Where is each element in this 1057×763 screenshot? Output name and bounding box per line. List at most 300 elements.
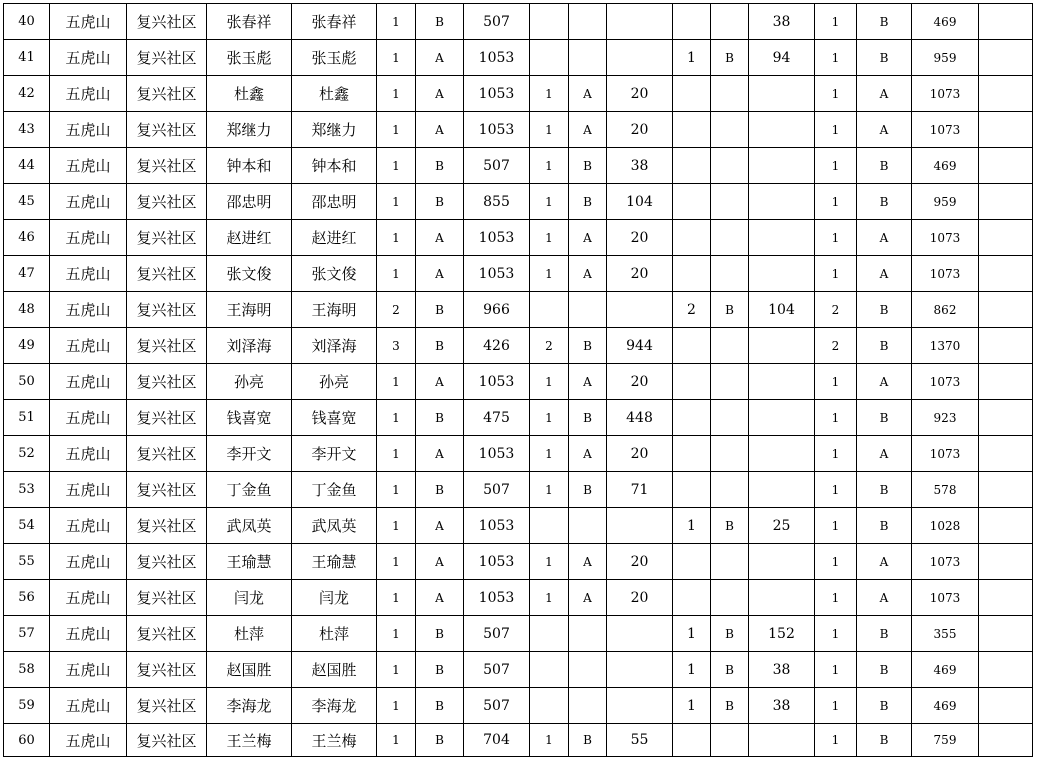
cell-count-4: 2 — [815, 328, 857, 364]
cell-name-2: 杜鑫 — [292, 76, 377, 112]
cell-grade-1: B — [416, 292, 464, 328]
cell-row-number: 51 — [4, 400, 50, 436]
cell-name: 赵进红 — [207, 220, 292, 256]
cell-count-4: 1 — [815, 652, 857, 688]
cell-grade-3: B — [711, 616, 749, 652]
cell-grade-2: B — [569, 400, 607, 436]
cell-amount-1: 507 — [464, 652, 530, 688]
cell-remark — [979, 724, 1033, 757]
cell-amount-4: 959 — [912, 40, 979, 76]
cell-row-number: 50 — [4, 364, 50, 400]
cell-amount-4: 1370 — [912, 328, 979, 364]
table-row — [4, 184, 1033, 220]
cell-name: 邵忠明 — [207, 184, 292, 220]
cell-name: 钱喜宽 — [207, 400, 292, 436]
cell-grade-1: B — [416, 724, 464, 757]
cell-count-1: 1 — [377, 400, 416, 436]
cell-count-4: 1 — [815, 76, 857, 112]
cell-row-number: 42 — [4, 76, 50, 112]
cell-grade-3 — [711, 328, 749, 364]
cell-amount-4: 469 — [912, 688, 979, 724]
cell-amount-4: 862 — [912, 292, 979, 328]
table-row — [4, 112, 1033, 148]
cell-remark — [979, 184, 1033, 220]
cell-count-2: 1 — [530, 400, 569, 436]
cell-community: 复兴社区 — [127, 4, 207, 40]
cell-count-4: 1 — [815, 688, 857, 724]
cell-grade-4: A — [857, 76, 912, 112]
cell-town: 五虎山 — [50, 688, 127, 724]
cell-grade-4: A — [857, 580, 912, 616]
cell-count-2: 2 — [530, 328, 569, 364]
cell-grade-3: B — [711, 688, 749, 724]
cell-name: 王海明 — [207, 292, 292, 328]
cell-amount-1: 507 — [464, 688, 530, 724]
cell-amount-2: 71 — [607, 472, 673, 508]
cell-count-2: 1 — [530, 76, 569, 112]
cell-amount-3 — [749, 472, 815, 508]
cell-count-2: 1 — [530, 220, 569, 256]
cell-grade-2 — [569, 652, 607, 688]
cell-grade-4: B — [857, 724, 912, 757]
cell-grade-4: A — [857, 364, 912, 400]
cell-count-1: 1 — [377, 472, 416, 508]
cell-amount-1: 1053 — [464, 364, 530, 400]
cell-community: 复兴社区 — [127, 40, 207, 76]
cell-count-4: 1 — [815, 148, 857, 184]
cell-amount-2: 20 — [607, 364, 673, 400]
cell-grade-2: A — [569, 436, 607, 472]
cell-count-4: 1 — [815, 616, 857, 652]
cell-count-4: 1 — [815, 544, 857, 580]
cell-grade-1: B — [416, 652, 464, 688]
cell-count-4: 1 — [815, 112, 857, 148]
cell-name-2: 李开文 — [292, 436, 377, 472]
cell-remark — [979, 148, 1033, 184]
cell-amount-2: 20 — [607, 76, 673, 112]
cell-name: 赵国胜 — [207, 652, 292, 688]
cell-count-2: 1 — [530, 544, 569, 580]
cell-town: 五虎山 — [50, 724, 127, 757]
cell-amount-2 — [607, 688, 673, 724]
cell-grade-3 — [711, 76, 749, 112]
cell-count-1: 1 — [377, 76, 416, 112]
table-row — [4, 688, 1033, 724]
table-row — [4, 148, 1033, 184]
cell-name: 武凤英 — [207, 508, 292, 544]
cell-amount-3 — [749, 148, 815, 184]
cell-amount-3 — [749, 436, 815, 472]
cell-remark — [979, 256, 1033, 292]
cell-count-3 — [673, 256, 711, 292]
cell-amount-1: 507 — [464, 616, 530, 652]
cell-name-2: 闫龙 — [292, 580, 377, 616]
cell-amount-3: 38 — [749, 652, 815, 688]
cell-row-number: 60 — [4, 724, 50, 757]
cell-grade-2 — [569, 292, 607, 328]
table-row — [4, 220, 1033, 256]
cell-name-2: 钱喜宽 — [292, 400, 377, 436]
cell-community: 复兴社区 — [127, 400, 207, 436]
cell-amount-1: 426 — [464, 328, 530, 364]
cell-town: 五虎山 — [50, 76, 127, 112]
cell-count-2 — [530, 688, 569, 724]
cell-count-3: 1 — [673, 652, 711, 688]
cell-grade-2: A — [569, 256, 607, 292]
cell-community: 复兴社区 — [127, 220, 207, 256]
cell-count-4: 1 — [815, 400, 857, 436]
cell-amount-2: 20 — [607, 580, 673, 616]
cell-name-2: 孙亮 — [292, 364, 377, 400]
cell-count-2 — [530, 4, 569, 40]
cell-name: 刘泽海 — [207, 328, 292, 364]
cell-grade-1: B — [416, 472, 464, 508]
cell-amount-1: 507 — [464, 4, 530, 40]
cell-count-1: 1 — [377, 436, 416, 472]
cell-name: 郑继力 — [207, 112, 292, 148]
cell-grade-3 — [711, 220, 749, 256]
cell-grade-4: B — [857, 148, 912, 184]
cell-amount-4: 1073 — [912, 112, 979, 148]
cell-row-number: 54 — [4, 508, 50, 544]
cell-count-1: 1 — [377, 4, 416, 40]
cell-grade-3 — [711, 724, 749, 757]
cell-grade-2: B — [569, 148, 607, 184]
cell-remark — [979, 4, 1033, 40]
cell-amount-2 — [607, 4, 673, 40]
cell-count-4: 1 — [815, 4, 857, 40]
table-row — [4, 76, 1033, 112]
cell-community: 复兴社区 — [127, 616, 207, 652]
cell-amount-1: 1053 — [464, 544, 530, 580]
cell-amount-1: 507 — [464, 148, 530, 184]
cell-count-1: 1 — [377, 688, 416, 724]
cell-grade-4: A — [857, 436, 912, 472]
cell-count-2: 1 — [530, 436, 569, 472]
cell-amount-1: 507 — [464, 472, 530, 508]
cell-amount-3 — [749, 580, 815, 616]
cell-remark — [979, 688, 1033, 724]
cell-remark — [979, 544, 1033, 580]
cell-row-number: 45 — [4, 184, 50, 220]
cell-count-2: 1 — [530, 580, 569, 616]
cell-remark — [979, 364, 1033, 400]
table-row — [4, 580, 1033, 616]
cell-amount-4: 1073 — [912, 256, 979, 292]
cell-amount-2: 20 — [607, 436, 673, 472]
table-row — [4, 508, 1033, 544]
cell-name: 李海龙 — [207, 688, 292, 724]
cell-count-3: 2 — [673, 292, 711, 328]
cell-grade-3 — [711, 112, 749, 148]
cell-community: 复兴社区 — [127, 652, 207, 688]
cell-grade-1: B — [416, 616, 464, 652]
cell-grade-3 — [711, 148, 749, 184]
cell-count-3: 1 — [673, 616, 711, 652]
cell-count-3 — [673, 148, 711, 184]
cell-row-number: 55 — [4, 544, 50, 580]
cell-grade-1: A — [416, 508, 464, 544]
table-row — [4, 4, 1033, 40]
cell-count-1: 1 — [377, 652, 416, 688]
cell-remark — [979, 328, 1033, 364]
cell-count-2 — [530, 616, 569, 652]
cell-town: 五虎山 — [50, 544, 127, 580]
cell-town: 五虎山 — [50, 616, 127, 652]
cell-community: 复兴社区 — [127, 328, 207, 364]
cell-amount-1: 1053 — [464, 256, 530, 292]
cell-name-2: 武凤英 — [292, 508, 377, 544]
cell-grade-3: B — [711, 40, 749, 76]
cell-amount-2: 38 — [607, 148, 673, 184]
cell-grade-1: A — [416, 544, 464, 580]
cell-community: 复兴社区 — [127, 544, 207, 580]
cell-count-2: 1 — [530, 184, 569, 220]
cell-count-4: 1 — [815, 220, 857, 256]
cell-grade-3: B — [711, 652, 749, 688]
cell-name-2: 邵忠明 — [292, 184, 377, 220]
cell-community: 复兴社区 — [127, 292, 207, 328]
cell-count-1: 1 — [377, 112, 416, 148]
cell-row-number: 43 — [4, 112, 50, 148]
cell-grade-3 — [711, 436, 749, 472]
cell-name: 张文俊 — [207, 256, 292, 292]
cell-grade-3 — [711, 364, 749, 400]
cell-community: 复兴社区 — [127, 184, 207, 220]
cell-amount-3: 25 — [749, 508, 815, 544]
cell-grade-1: A — [416, 436, 464, 472]
cell-count-3 — [673, 472, 711, 508]
cell-community: 复兴社区 — [127, 436, 207, 472]
cell-amount-4: 469 — [912, 4, 979, 40]
cell-amount-3 — [749, 364, 815, 400]
cell-grade-1: B — [416, 4, 464, 40]
cell-name: 张玉彪 — [207, 40, 292, 76]
cell-count-3 — [673, 184, 711, 220]
cell-amount-3 — [749, 544, 815, 580]
cell-count-3: 1 — [673, 508, 711, 544]
cell-row-number: 59 — [4, 688, 50, 724]
cell-row-number: 48 — [4, 292, 50, 328]
cell-grade-1: A — [416, 40, 464, 76]
cell-grade-3 — [711, 400, 749, 436]
cell-town: 五虎山 — [50, 508, 127, 544]
cell-count-1: 1 — [377, 364, 416, 400]
cell-count-4: 2 — [815, 292, 857, 328]
cell-amount-4: 1073 — [912, 544, 979, 580]
cell-count-3 — [673, 328, 711, 364]
cell-grade-4: B — [857, 652, 912, 688]
cell-grade-4: B — [857, 472, 912, 508]
cell-name-2: 张玉彪 — [292, 40, 377, 76]
cell-count-2: 1 — [530, 472, 569, 508]
table-row — [4, 40, 1033, 76]
data-table — [3, 3, 1033, 757]
cell-amount-2 — [607, 616, 673, 652]
cell-community: 复兴社区 — [127, 508, 207, 544]
cell-grade-4: B — [857, 292, 912, 328]
cell-town: 五虎山 — [50, 436, 127, 472]
cell-count-2 — [530, 508, 569, 544]
table-row — [4, 400, 1033, 436]
cell-name-2: 赵国胜 — [292, 652, 377, 688]
cell-count-3 — [673, 4, 711, 40]
cell-grade-4: B — [857, 184, 912, 220]
cell-grade-1: A — [416, 580, 464, 616]
cell-name-2: 丁金鱼 — [292, 472, 377, 508]
cell-count-2 — [530, 40, 569, 76]
table-row — [4, 472, 1033, 508]
cell-remark — [979, 292, 1033, 328]
cell-name: 王瑜慧 — [207, 544, 292, 580]
cell-row-number: 52 — [4, 436, 50, 472]
cell-town: 五虎山 — [50, 4, 127, 40]
cell-amount-1: 1053 — [464, 76, 530, 112]
cell-remark — [979, 40, 1033, 76]
cell-amount-3 — [749, 220, 815, 256]
cell-grade-2 — [569, 616, 607, 652]
cell-remark — [979, 112, 1033, 148]
cell-grade-1: A — [416, 364, 464, 400]
cell-row-number: 46 — [4, 220, 50, 256]
cell-amount-4: 469 — [912, 652, 979, 688]
cell-name-2: 张春祥 — [292, 4, 377, 40]
cell-row-number: 56 — [4, 580, 50, 616]
cell-grade-3: B — [711, 292, 749, 328]
cell-count-1: 1 — [377, 724, 416, 757]
cell-remark — [979, 508, 1033, 544]
cell-community: 复兴社区 — [127, 256, 207, 292]
cell-amount-2: 104 — [607, 184, 673, 220]
table-row — [4, 292, 1033, 328]
cell-count-4: 1 — [815, 580, 857, 616]
cell-grade-4: B — [857, 400, 912, 436]
cell-amount-4: 1073 — [912, 220, 979, 256]
cell-amount-2 — [607, 508, 673, 544]
cell-grade-1: B — [416, 328, 464, 364]
cell-grade-3 — [711, 544, 749, 580]
cell-community: 复兴社区 — [127, 724, 207, 757]
cell-row-number: 58 — [4, 652, 50, 688]
cell-grade-4: B — [857, 508, 912, 544]
cell-amount-4: 1073 — [912, 76, 979, 112]
cell-town: 五虎山 — [50, 148, 127, 184]
cell-grade-3 — [711, 256, 749, 292]
cell-amount-3: 152 — [749, 616, 815, 652]
cell-amount-2: 20 — [607, 544, 673, 580]
cell-amount-3: 38 — [749, 4, 815, 40]
cell-amount-4: 355 — [912, 616, 979, 652]
cell-grade-3 — [711, 4, 749, 40]
cell-count-4: 1 — [815, 436, 857, 472]
cell-grade-1: B — [416, 184, 464, 220]
cell-name: 孙亮 — [207, 364, 292, 400]
cell-count-1: 1 — [377, 508, 416, 544]
cell-amount-2: 20 — [607, 220, 673, 256]
cell-grade-2: A — [569, 220, 607, 256]
cell-town: 五虎山 — [50, 40, 127, 76]
cell-count-2: 1 — [530, 112, 569, 148]
cell-name-2: 张文俊 — [292, 256, 377, 292]
cell-grade-4: A — [857, 220, 912, 256]
cell-amount-2 — [607, 652, 673, 688]
cell-town: 五虎山 — [50, 184, 127, 220]
cell-count-1: 1 — [377, 148, 416, 184]
cell-grade-1: A — [416, 256, 464, 292]
cell-community: 复兴社区 — [127, 76, 207, 112]
table-row — [4, 544, 1033, 580]
cell-row-number: 49 — [4, 328, 50, 364]
cell-amount-3 — [749, 112, 815, 148]
cell-grade-2: A — [569, 364, 607, 400]
cell-count-2: 1 — [530, 724, 569, 757]
cell-row-number: 47 — [4, 256, 50, 292]
table-row — [4, 256, 1033, 292]
cell-row-number: 57 — [4, 616, 50, 652]
cell-amount-1: 1053 — [464, 580, 530, 616]
cell-town: 五虎山 — [50, 652, 127, 688]
cell-amount-2: 448 — [607, 400, 673, 436]
cell-amount-3 — [749, 76, 815, 112]
cell-amount-3 — [749, 724, 815, 757]
cell-grade-2: A — [569, 580, 607, 616]
cell-town: 五虎山 — [50, 256, 127, 292]
cell-grade-3 — [711, 472, 749, 508]
cell-count-4: 1 — [815, 364, 857, 400]
cell-name: 钟本和 — [207, 148, 292, 184]
cell-count-3 — [673, 400, 711, 436]
cell-remark — [979, 652, 1033, 688]
cell-count-3 — [673, 436, 711, 472]
table-row — [4, 436, 1033, 472]
table-row — [4, 652, 1033, 688]
cell-row-number: 40 — [4, 4, 50, 40]
cell-amount-2: 20 — [607, 112, 673, 148]
cell-amount-4: 1028 — [912, 508, 979, 544]
cell-row-number: 41 — [4, 40, 50, 76]
cell-grade-4: B — [857, 4, 912, 40]
cell-town: 五虎山 — [50, 400, 127, 436]
cell-count-1: 2 — [377, 292, 416, 328]
cell-grade-2 — [569, 688, 607, 724]
cell-remark — [979, 580, 1033, 616]
cell-grade-2: B — [569, 472, 607, 508]
cell-amount-1: 475 — [464, 400, 530, 436]
cell-count-1: 1 — [377, 40, 416, 76]
cell-name: 丁金鱼 — [207, 472, 292, 508]
cell-grade-2: A — [569, 544, 607, 580]
cell-amount-2: 20 — [607, 256, 673, 292]
cell-amount-1: 966 — [464, 292, 530, 328]
cell-grade-1: B — [416, 148, 464, 184]
cell-name: 杜鑫 — [207, 76, 292, 112]
cell-row-number: 44 — [4, 148, 50, 184]
cell-amount-4: 959 — [912, 184, 979, 220]
cell-grade-3 — [711, 184, 749, 220]
cell-community: 复兴社区 — [127, 364, 207, 400]
cell-name-2: 赵进红 — [292, 220, 377, 256]
cell-row-number: 53 — [4, 472, 50, 508]
cell-grade-4: A — [857, 544, 912, 580]
cell-amount-2 — [607, 292, 673, 328]
cell-grade-1: B — [416, 400, 464, 436]
cell-name: 闫龙 — [207, 580, 292, 616]
cell-grade-4: B — [857, 616, 912, 652]
cell-name-2: 王海明 — [292, 292, 377, 328]
cell-amount-3 — [749, 328, 815, 364]
cell-amount-1: 704 — [464, 724, 530, 757]
cell-count-4: 1 — [815, 724, 857, 757]
